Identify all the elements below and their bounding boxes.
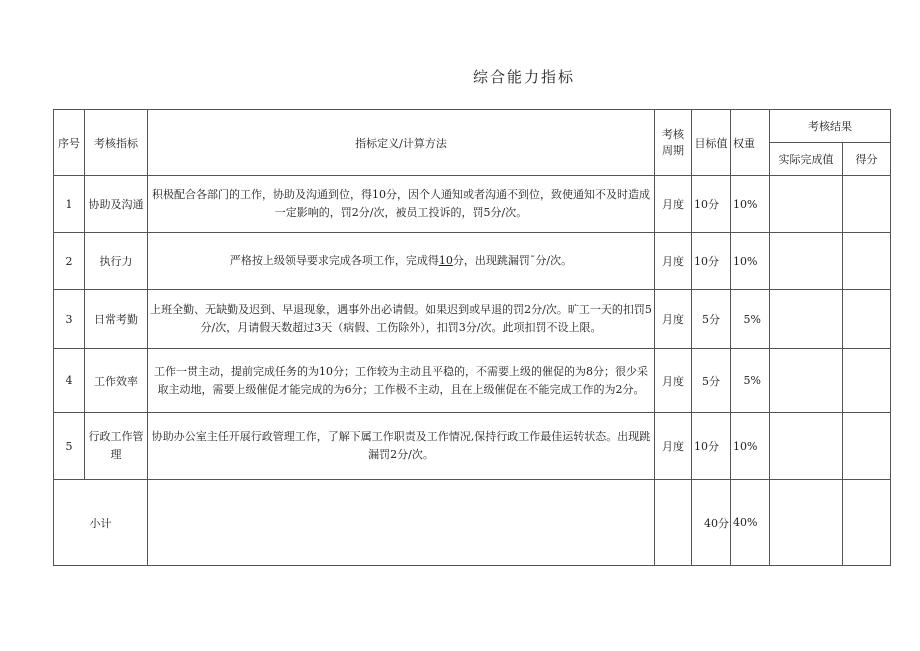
row-definition: 协助办公室主任开展行政管理工作，了解下属工作职责及工作情况,保持行政工作最佳运转状态。出现跳漏罚2分/次。 (148, 413, 655, 480)
row-indicator: 日常考勤 (85, 290, 148, 349)
row-weight: 5% (731, 349, 770, 413)
subtotal-weight: 40% (731, 480, 770, 566)
row-actual-cell[interactable] (770, 349, 843, 413)
subtotal-score-cell[interactable] (843, 480, 891, 566)
row-target: 10分 (692, 413, 731, 480)
table-row (54, 233, 891, 290)
definition-text: 严格按上级领导要求完成各项工作，完成得 (229, 254, 439, 267)
header-actual: 实际完成值 (770, 143, 843, 176)
row-score-cell[interactable] (843, 176, 891, 233)
row-seq: 2 (54, 233, 85, 290)
row-target: 10分 (692, 233, 731, 290)
row-definition: 工作一贯主动，提前完成任务的为10分；工作较为主动且平稳的，不需要上级的催促的为8分；很少采取主动地，需要上级催促才能完成的为6分；工作极不主动，且在上级催促在不能完成工作的为2分。 (148, 349, 655, 413)
header-period: 考核周期 (655, 110, 692, 176)
row-seq: 1 (54, 176, 85, 233)
row-seq: 4 (54, 349, 85, 413)
row-target: 5分 (692, 349, 731, 413)
table-row (54, 349, 891, 413)
row-score-cell[interactable] (843, 413, 891, 480)
row-indicator: 行政工作管理 (85, 413, 148, 480)
subtotal-target: 40分 (692, 480, 731, 566)
row-period: 月度 (655, 413, 692, 480)
row-score-cell[interactable] (843, 349, 891, 413)
row-target: 5分 (692, 290, 731, 349)
row-weight: 5% (731, 290, 770, 349)
row-definition (148, 233, 655, 290)
header-result: 考核结果 (770, 110, 891, 143)
row-definition: 上班全勤、无缺勤及迟到、早退现象，遇事外出必请假。如果迟到或早退的罚2分/次。旷工一天的扣罚5分/次，月请假天数超过3天（病假、工伤除外），扣罚3分/次。此项扣罚不设上限。 (148, 290, 655, 349)
row-actual-cell[interactable] (770, 290, 843, 349)
row-period: 月度 (655, 290, 692, 349)
header-seq: 序号 (54, 110, 85, 176)
row-target: 10分 (692, 176, 731, 233)
table-row (54, 176, 891, 233)
row-indicator: 执行力 (85, 233, 148, 290)
row-weight: 10% (731, 413, 770, 480)
row-score-cell[interactable] (843, 290, 891, 349)
header-target: 目标值 (692, 110, 731, 176)
row-actual-cell[interactable] (770, 413, 843, 480)
header-score: 得分 (843, 143, 891, 176)
subtotal-label: 小计 (54, 480, 148, 566)
table-row (54, 413, 891, 480)
subtotal-period (655, 480, 692, 566)
row-weight: 10% (731, 233, 770, 290)
row-actual-cell[interactable] (770, 233, 843, 290)
row-seq: 5 (54, 413, 85, 480)
row-score-cell[interactable] (843, 233, 891, 290)
subtotal-row (54, 480, 891, 566)
row-period: 月度 (655, 233, 692, 290)
row-indicator: 协助及沟通 (85, 176, 148, 233)
subtotal-actual-cell[interactable] (770, 480, 843, 566)
row-seq: 3 (54, 290, 85, 349)
row-indicator: 工作效率 (85, 349, 148, 413)
header-definition: 指标定义/计算方法 (148, 110, 655, 176)
header-indicator: 考核指标 (85, 110, 148, 176)
definition-text: 分，出现跳漏罚ˉ分/次。 (452, 254, 573, 267)
document-title: 综合能力指标 (472, 68, 575, 86)
row-period: 月度 (655, 176, 692, 233)
subtotal-definition (148, 480, 655, 566)
row-weight: 10% (731, 176, 770, 233)
header-weight: 权重 (731, 110, 770, 176)
row-definition: 积极配合各部门的工作，协助及沟通到位，得10分，因个人通知或者沟通不到位，致使通知不及时造成一定影响的，罚2分/次，被员工投诉的，罚5分/次。 (148, 176, 655, 233)
row-actual-cell[interactable] (770, 176, 843, 233)
definition-score: 10 (438, 254, 453, 267)
table-row (54, 290, 891, 349)
row-period: 月度 (655, 349, 692, 413)
indicator-table (53, 109, 891, 566)
